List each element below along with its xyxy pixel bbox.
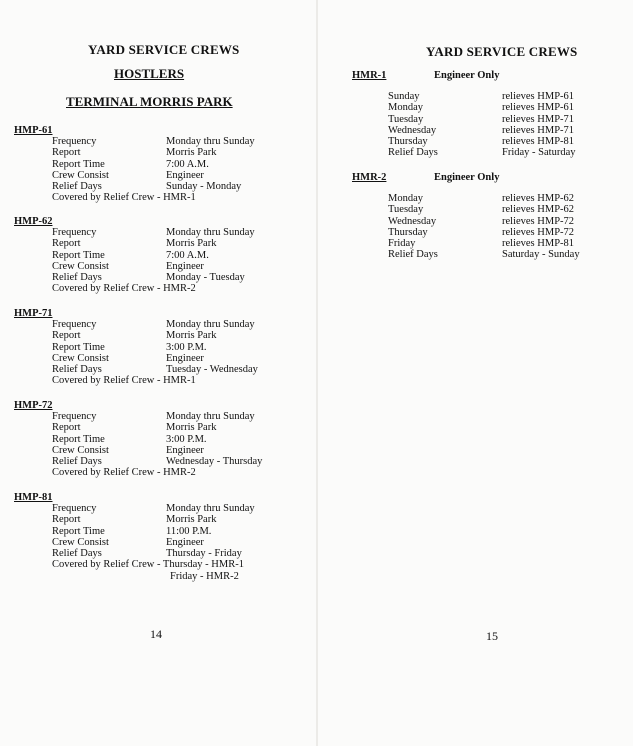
- row-label: Relief Days: [52, 364, 102, 376]
- relief-schedule-hmr-1: [388, 91, 618, 159]
- crew-row: [14, 411, 304, 422]
- day-label: Monday: [388, 102, 423, 114]
- duty-value: relieves HMP-72: [502, 226, 575, 238]
- schedule-row: [388, 114, 618, 125]
- schedule-row: [388, 249, 618, 260]
- row-label: Frequency: [52, 319, 97, 330]
- row-label: Frequency: [52, 136, 97, 147]
- row-value: Monday thru Sunday: [166, 227, 255, 238]
- relief-crew-consist: Engineer Only: [434, 172, 500, 183]
- row-label: Relief Days: [52, 272, 102, 284]
- row-label: Crew Consist: [52, 536, 109, 548]
- covered-by-line: Covered by Relief Crew - HMR-2: [52, 283, 196, 295]
- schedule-row: [388, 136, 618, 147]
- duty-value: relieves HMP-61: [502, 91, 575, 102]
- row-value: Wednesday - Thursday: [166, 456, 263, 468]
- row-label: Report: [52, 238, 81, 250]
- row-value: Tuesday - Wednesday: [166, 364, 258, 376]
- crew-row: [14, 503, 304, 514]
- day-label: Monday: [388, 193, 423, 204]
- row-value: Monday thru Sunday: [166, 319, 255, 330]
- right-page: [318, 0, 633, 746]
- relief-crew-header-hmr-1: [352, 70, 499, 81]
- row-value: 11:00 P.M.: [166, 525, 212, 537]
- relief-schedule-hmr-2: [388, 193, 618, 261]
- crew-id: HMP-72: [14, 400, 53, 411]
- schedule-row: [388, 204, 618, 215]
- row-label: Report Time: [52, 249, 105, 261]
- crew-block-hmp-72: [14, 400, 304, 479]
- crew-row: [14, 537, 304, 548]
- row-value: Monday thru Sunday: [166, 136, 255, 147]
- row-label: Crew Consist: [52, 444, 109, 456]
- row-value: Morris Park: [166, 422, 217, 434]
- day-label: Friday: [388, 238, 416, 250]
- row-value: Thursday - Friday: [166, 548, 242, 560]
- crew-row: [14, 250, 304, 261]
- covered-by-line: Covered by Relief Crew - HMR-1: [52, 375, 196, 387]
- row-label: Relief Days: [52, 456, 102, 468]
- day-label: Relief Days: [388, 147, 438, 159]
- row-label: Report Time: [52, 341, 105, 353]
- crew-row: [14, 434, 304, 445]
- crew-row: [14, 342, 304, 353]
- row-value: Morris Park: [166, 238, 217, 250]
- covered-by-line: Covered by Relief Crew - HMR-2: [52, 467, 196, 479]
- schedule-row: [388, 193, 618, 204]
- subsection-title: TERMINAL MORRIS PARK: [66, 94, 233, 109]
- crew-row: [14, 514, 304, 525]
- duty-value: Friday - Saturday: [502, 147, 576, 159]
- row-value: Monday thru Sunday: [166, 503, 255, 514]
- row-value: Engineer: [166, 260, 204, 272]
- crew-row: [14, 330, 304, 341]
- page-number: 15: [486, 629, 498, 643]
- crew-row: [14, 548, 304, 559]
- row-value: Engineer: [166, 444, 204, 456]
- row-value: Sunday - Monday: [166, 181, 242, 193]
- day-label: Relief Days: [388, 249, 438, 261]
- crew-row: [14, 526, 304, 537]
- row-value: Monday thru Sunday: [166, 411, 255, 422]
- schedule-row: [388, 125, 618, 136]
- schedule-row: [388, 91, 618, 102]
- crew-block-hmp-61: [14, 125, 304, 204]
- duty-value: Saturday - Sunday: [502, 249, 580, 261]
- row-label: Relief Days: [52, 181, 102, 193]
- row-value: 7:00 A.M.: [166, 249, 209, 261]
- crew-row: [14, 364, 304, 375]
- crew-row: [14, 227, 304, 238]
- day-label: Sunday: [388, 91, 420, 102]
- day-label: Wednesday: [388, 124, 437, 136]
- crew-row: [14, 272, 304, 283]
- row-label: Crew Consist: [52, 260, 109, 272]
- row-label: Report: [52, 514, 81, 526]
- row-label: Report: [52, 147, 81, 159]
- day-label: Wednesday: [388, 215, 437, 227]
- row-value: 3:00 P.M.: [166, 433, 207, 445]
- row-label: Report Time: [52, 158, 105, 170]
- row-label: Report Time: [52, 525, 105, 537]
- schedule-row: [388, 147, 618, 158]
- day-label: Tuesday: [388, 204, 424, 216]
- crew-row: [14, 422, 304, 433]
- row-label: Frequency: [52, 227, 97, 238]
- row-value: Engineer: [166, 536, 204, 548]
- relief-crew-id: HMR-2: [352, 172, 387, 183]
- schedule-row: [388, 216, 618, 227]
- covered-by-continuation: Friday - HMR-2: [170, 570, 239, 582]
- row-value: Morris Park: [166, 330, 217, 342]
- crew-row: [14, 181, 304, 192]
- row-label: Frequency: [52, 503, 97, 514]
- page-header: YARD SERVICE CREWS: [426, 44, 578, 59]
- relief-crew-header-hmr-2: [352, 172, 499, 183]
- duty-value: relieves HMP-81: [502, 238, 575, 250]
- row-label: Frequency: [52, 411, 97, 422]
- row-label: Report: [52, 330, 81, 342]
- crew-block-hmp-62: [14, 216, 304, 295]
- crew-row: [14, 456, 304, 467]
- row-label: Report: [52, 422, 81, 434]
- row-label: Report Time: [52, 433, 105, 445]
- row-value: Engineer: [166, 352, 204, 364]
- row-value: Morris Park: [166, 514, 217, 526]
- section-title: HOSTLERS: [114, 66, 185, 81]
- schedule-row: [388, 102, 618, 113]
- day-label: Thursday: [388, 226, 428, 238]
- row-label: Relief Days: [52, 548, 102, 560]
- crew-row: [14, 319, 304, 330]
- crew-id: HMP-81: [14, 492, 53, 503]
- page-number: 14: [150, 627, 162, 641]
- crew-row: [14, 261, 304, 272]
- duty-value: relieves HMP-72: [502, 215, 575, 227]
- row-label: Crew Consist: [52, 169, 109, 181]
- day-label: Tuesday: [388, 113, 424, 125]
- page-header: YARD SERVICE CREWS: [88, 42, 240, 57]
- day-label: Thursday: [388, 136, 428, 148]
- row-value: Monday - Tuesday: [166, 272, 245, 284]
- covered-by-line: Covered by Relief Crew - Thursday - HMR-1: [52, 559, 244, 571]
- schedule-row: [388, 238, 618, 249]
- duty-value: relieves HMP-71: [502, 113, 575, 125]
- crew-row: [14, 136, 304, 147]
- duty-value: relieves HMP-61: [502, 102, 575, 114]
- duty-value: relieves HMP-62: [502, 193, 575, 204]
- row-label: Crew Consist: [52, 352, 109, 364]
- row-value: 7:00 A.M.: [166, 158, 209, 170]
- duty-value: relieves HMP-62: [502, 204, 575, 216]
- relief-crew-consist: Engineer Only: [434, 70, 500, 81]
- crew-row: [14, 170, 304, 181]
- row-value: 3:00 P.M.: [166, 341, 207, 353]
- covered-by-line: Covered by Relief Crew - HMR-1: [52, 192, 196, 204]
- crew-block-hmp-81: [14, 492, 304, 582]
- relief-crew-id: HMR-1: [352, 70, 387, 81]
- row-value: Morris Park: [166, 147, 217, 159]
- schedule-row: [388, 227, 618, 238]
- row-value: Engineer: [166, 169, 204, 181]
- crew-id: HMP-61: [14, 125, 53, 136]
- crew-row: [14, 159, 304, 170]
- crew-row: [14, 238, 304, 249]
- duty-value: relieves HMP-71: [502, 124, 575, 136]
- crew-row: [14, 147, 304, 158]
- crew-id: HMP-71: [14, 308, 53, 319]
- crew-row: [14, 445, 304, 456]
- crew-block-hmp-71: [14, 308, 304, 387]
- duty-value: relieves HMP-81: [502, 136, 575, 148]
- crew-id: HMP-62: [14, 216, 53, 227]
- crew-row: [14, 353, 304, 364]
